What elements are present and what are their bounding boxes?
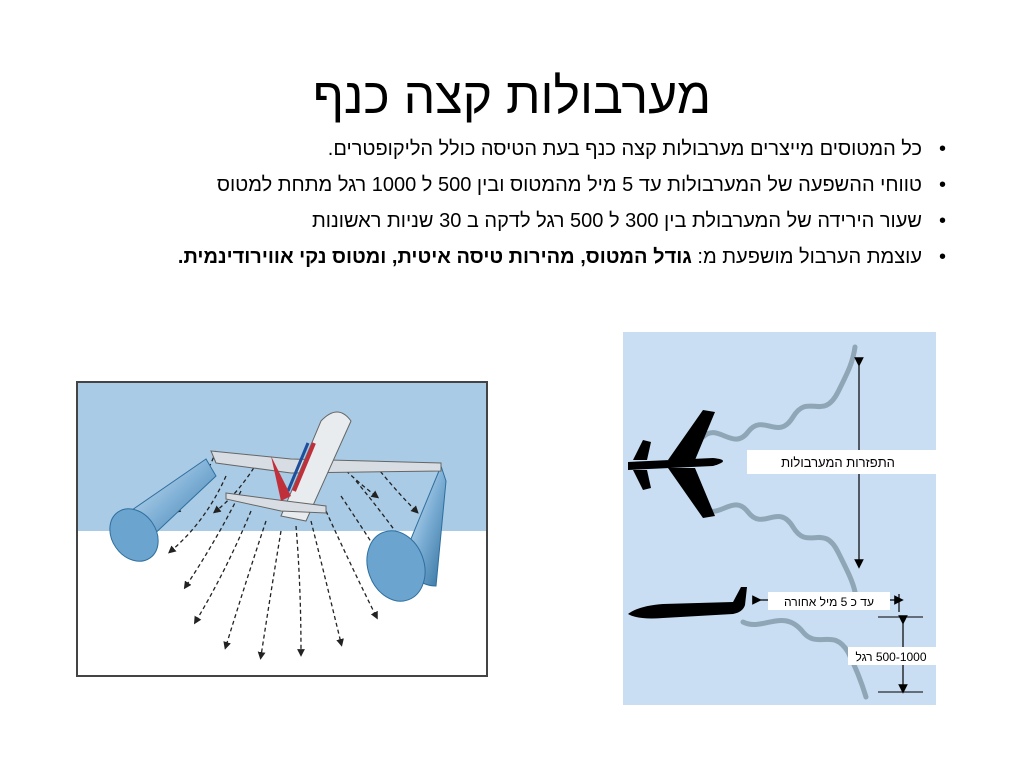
bullet-dot: • — [938, 210, 946, 232]
bullet-text: טווחי ההשפעה של המערבולות עד 5 מיל מהמטוס ובין 500 ל 1000 רגל מתחת למטוס — [216, 174, 922, 196]
bullet-dot: • — [938, 138, 946, 160]
dispersion-label: התפזרות המערבולות — [781, 455, 895, 470]
altitude-label: 500-1000 רגל — [855, 650, 927, 664]
bullet-dot: • — [938, 174, 946, 196]
bullet-item — [70, 208, 950, 235]
distance-label: עד כ 5 מיל אחורה — [784, 595, 874, 609]
bullet-text: כל המטוסים מייצרים מערבולות קצה כנף בעת הטיסה כולל הליקופטרים. — [327, 138, 922, 160]
bullet-text: שעור הירידה של המערבולת בין 300 ל 500 רגל לדקה ב 30 שניות ראשונות — [311, 210, 922, 232]
bullet-item — [70, 172, 950, 199]
bullet-text-bold: גודל המטוס, מהירות טיסה איטית, ומטוס נקי אווירודינמית. — [177, 246, 692, 268]
slide-title: מערבולות קצה כנף — [312, 68, 712, 124]
vortex-dispersion-diagram — [623, 332, 936, 705]
wingtip-vortex-illustration — [76, 381, 488, 677]
bullet-list — [70, 136, 950, 280]
bullet-item — [70, 244, 950, 271]
bullet-item — [70, 136, 950, 163]
bullet-dot: • — [938, 246, 946, 268]
bullet-text-plain: עוצמת הערבול מושפעת מ: — [691, 246, 922, 268]
